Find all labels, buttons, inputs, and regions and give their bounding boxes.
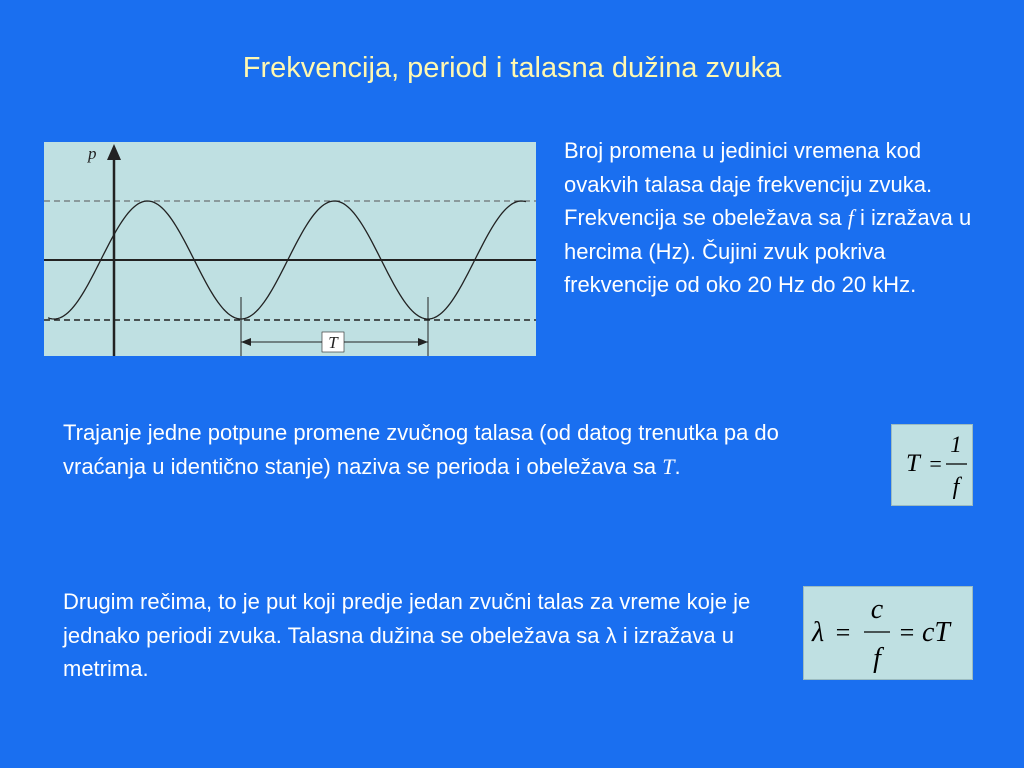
slide-title: Frekvencija, period i talasna dužina zvuka [242, 52, 782, 84]
wavelength-text-start: Drugim rečima, to je put koji predje jedan zvučni talas za vreme koje je jednako periodi zvuka. Talasna dužina se obeležava sa [63, 589, 751, 648]
wavelength-text-end: i izražava u metrima. [63, 622, 735, 681]
frequency-text-end: i izražava u hercima (Hz). Čujini zvuk pokriva frekvencije od oko 20 Hz do 20 kHz. [564, 205, 972, 297]
formula-lhs-T: T [906, 450, 920, 477]
formula-cT: cT [922, 617, 950, 648]
axis-label-p: p [88, 144, 97, 163]
wavelength-paragraph [63, 585, 763, 686]
formula-equals: = [928, 451, 943, 476]
period-label: T [328, 333, 338, 352]
period-formula [892, 425, 972, 505]
period-paragraph [63, 416, 863, 483]
formula-f: f [873, 643, 881, 674]
frequency-text-start: Broj promena u jedinici vremena kod ovakvih talasa daje frekvenciju zvuka. Frekvencija se obeležava sa [564, 138, 933, 230]
formula-equals-1: = [834, 618, 852, 647]
formula-lambda: λ [812, 617, 825, 648]
sine-wave-graph [44, 142, 536, 356]
period-arrow-right-icon [418, 338, 428, 346]
wavelength-formula-box [803, 586, 973, 680]
period-formula-box [891, 424, 973, 506]
formula-denominator: f [952, 474, 960, 500]
period-text-end: . [674, 453, 681, 479]
wave-diagram [44, 142, 536, 356]
formula-numerator: 1 [950, 432, 962, 457]
formula-equals-2: = [898, 618, 916, 647]
period-text-start: Trajanje jedne potpune promene zvučnog talasa (od datog trenutka pa do vraćanja u identično stanje) naziva se perioda i obeležava sa [63, 420, 779, 479]
wavelength-symbol: λ [605, 622, 617, 648]
axis-arrow-icon [107, 144, 121, 160]
period-arrow-left-icon [241, 338, 251, 346]
frequency-symbol: f [847, 205, 854, 230]
formula-c: c [870, 594, 884, 625]
period-symbol: T [662, 453, 675, 479]
wavelength-formula [804, 587, 972, 679]
frequency-paragraph [564, 134, 984, 302]
